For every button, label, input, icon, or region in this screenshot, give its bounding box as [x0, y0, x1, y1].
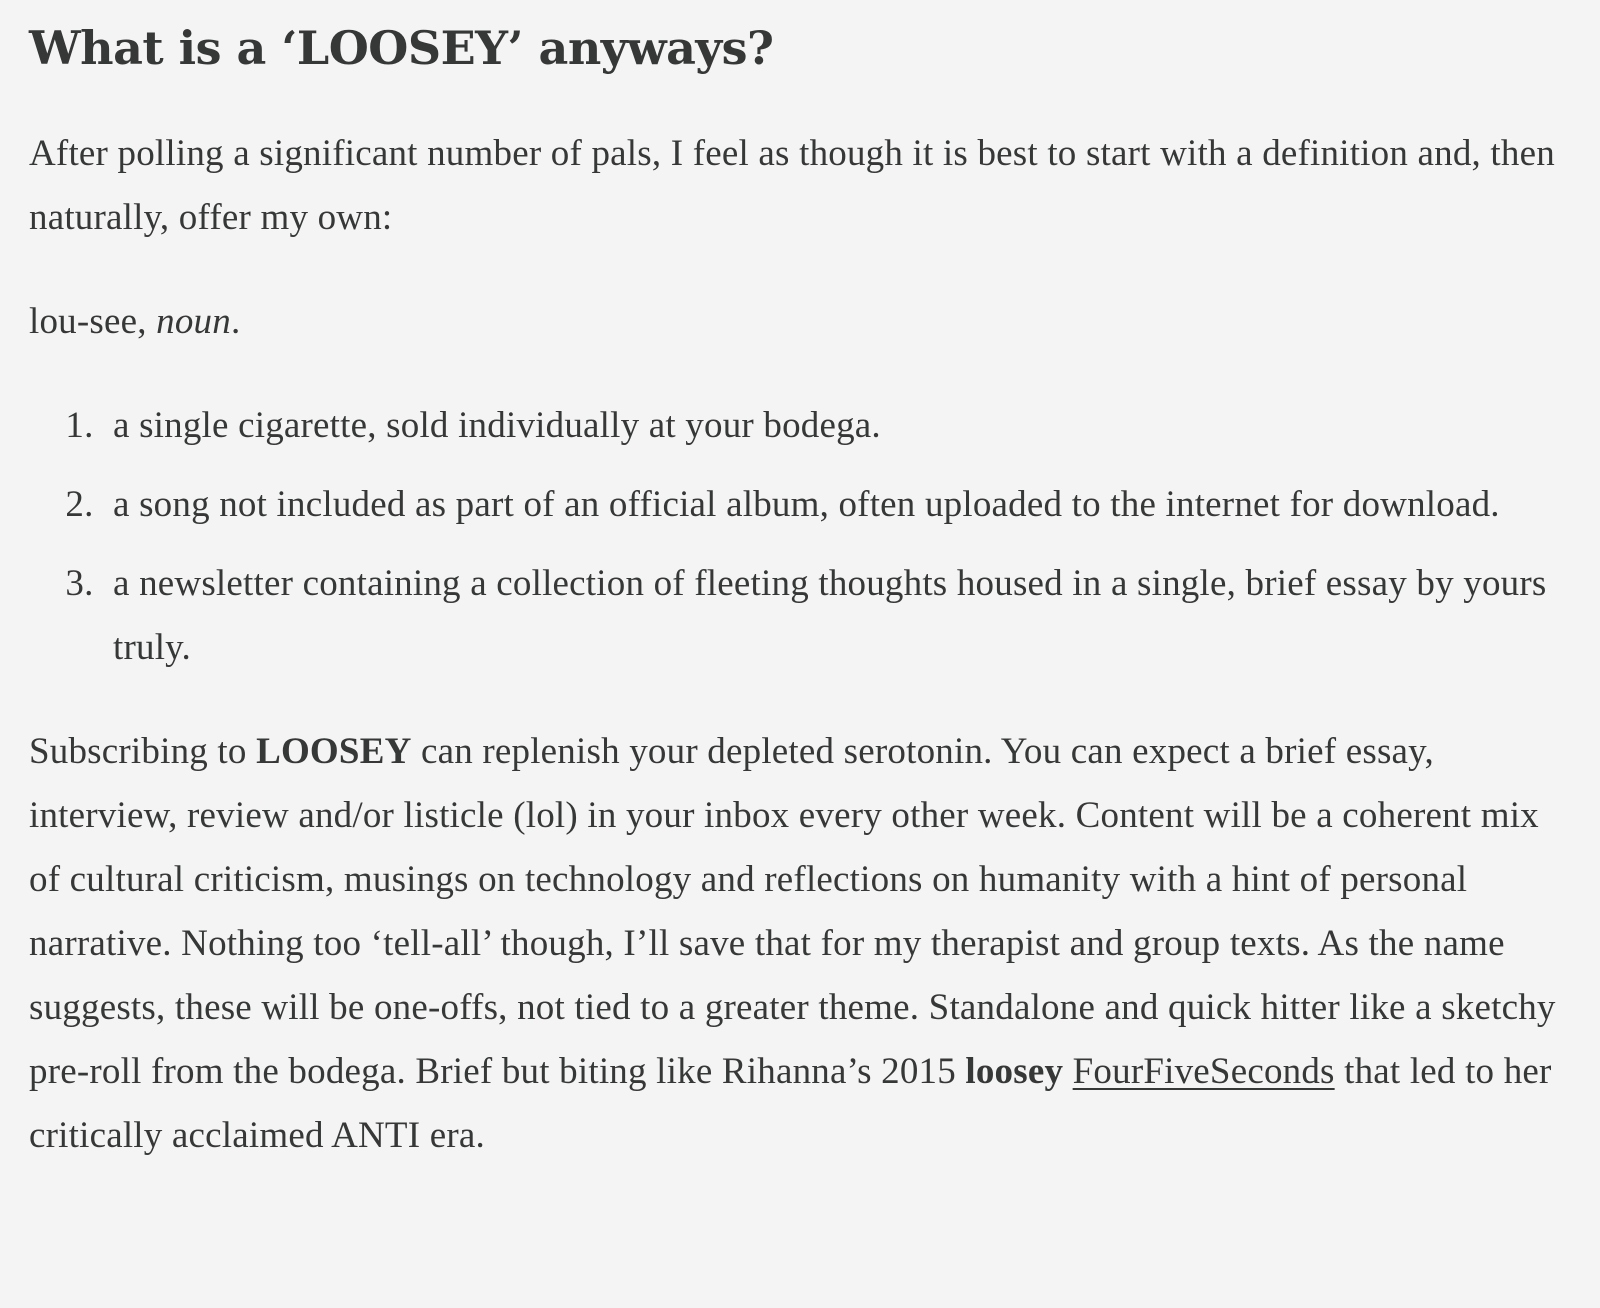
- brand-name: LOOSEY: [256, 731, 412, 772]
- definition-end-punct: .: [230, 301, 241, 342]
- intro-paragraph: After polling a significant number of pals, I feel as though it is best to start with a definition and, then naturally, offer my own:: [29, 133, 1555, 238]
- definition-list: [29, 394, 1576, 680]
- bold-word: loosey: [965, 1051, 1064, 1092]
- list-item: 2. a song not included as part of an official album, often uploaded to the internet for download.: [103, 473, 1576, 537]
- list-item: 1. a single cigarette, sold individually at your bodega.: [103, 394, 1576, 458]
- closing-text-2: can replenish your depleted serotonin. You can expect a brief essay, interview, review and/or listicle (lol) in your inbox every other week. Content will be a coherent mix of cultural criticism, musings on technology and reflections on humanity with a hint of personal narrative. Nothing too ‘tell-all’ though, I’ll save that for my therapist and group texts. As the name suggests, these will be one-offs, not tied to a greater theme. Standalone and quick hitter like a sketchy pre-roll from the bodega. Brief but biting like Rihanna’s 2015: [29, 731, 1556, 1092]
- closing-text-3: that led to her critically acclaimed ANTI era.: [29, 1051, 1552, 1156]
- article-heading: What is a ‘LOOSEY’ anyways?: [29, 21, 774, 75]
- definition-line: [29, 290, 1576, 354]
- definition-term: lou-see,: [29, 301, 147, 342]
- part-of-speech: noun: [156, 301, 231, 342]
- closing-paragraph: [29, 720, 1576, 1168]
- closing-text-1: Subscribing to: [29, 731, 247, 772]
- fourfiveseconds-link[interactable]: FourFiveSeconds: [1072, 1051, 1335, 1092]
- list-item: 3. a newsletter containing a collection of fleeting thoughts housed in a single, brief essay by yours truly.: [103, 552, 1576, 680]
